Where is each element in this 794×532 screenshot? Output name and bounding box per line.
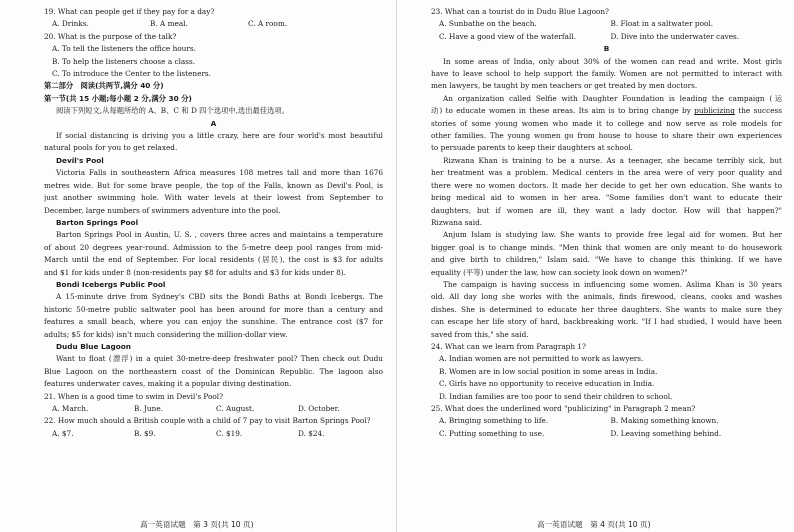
question-22-options [44,428,383,440]
question-25-options [431,415,782,427]
option: B. To help the listeners choose a class. [52,56,196,66]
option: A. To tell the listeners the office hours. [52,44,196,54]
option: B. June. [134,404,163,413]
question-25-stem: 25. What does the underlined word "publicizing" in Paragraph 2 mean? [431,404,696,413]
question-23-stem: 23. What can a tourist do in Dudu Blue Lagoon? [431,7,609,16]
part-2-title: 第二部分 阅读(共两节,满分 40 分) [44,81,164,91]
pool-2-text: Barton Springs Pool in Austin, U. S. , covers three acres and maintains a temperature of about 20 degrees year-round. Admission to the 5-metre deep pool ranges from mid- March until the end of September. For local residents (居民), the cost is $3 for adults and $1 for kids under 8 (non-residents pay $8 for adults and $3 for kids under 8). [44,230,383,277]
pool-3-title: Bondi Icebergs Public Pool [56,279,166,289]
option: C. Girls have no opportunity to receive education in India. [439,379,655,389]
option: B. $9. [134,428,156,438]
pool-3-text: A 15-minute drive from Sydney's CBD sits the Bondi Baths at Bondi Icebergs. The historic 50-metre public saltwater pool has been around for more than a century and features a small beach, where you can enjoy the sunshine. The entrance cost ($7 for adults; $5 for kids) isn't much considering the million-dollar view. [44,292,383,339]
right-page [397,0,794,532]
passage-a-intro: If social distancing is driving you a little crazy, here are four world's most beautiful natural pools for you to get relaxed. [44,131,383,153]
option: C. $19. [216,428,243,438]
option: A. Drinks. [52,19,89,29]
right-page-footer: 高一英语试题 第 4 页(共 10 页) [537,520,651,529]
question-25-options [431,428,782,440]
option: D. Indian families are too poor to send their children to school. [439,391,673,401]
option: A. Sunbathe on the beach. [439,19,537,29]
pool-1-text: Victoria Falls in southeastern Africa measures 108 metres tall and more than 1676 metres wide. But for some brave people, the top of the Falls, known as Devil's Pool, is just another swimming hole. With water levels at their lowest from September to December, large numbers of swimmers adventure into the pool. [44,168,383,215]
option: A. $7. [52,428,74,438]
question-23-options [431,31,782,43]
question-23-options [431,18,782,30]
option: C. A room. [248,19,288,29]
option: D. Leaving something behind. [610,428,722,438]
passage-b-paragraph-4: Anjum Islam is studying law. She wants to provide free legal aid for women. But her bigger goal is to change minds. "Men think that women are only meant to do housework and give birth to children," Islam said. "We have to change this thinking. If we have equality (平等) under the law, how can society look down on women?" [431,230,782,277]
passage-b-paragraph-5: The campaign is having success in influencing some women. Aslima Khan is 30 years old. All day long she works with the animals, finds firewood, cleans, cooks and washes dishes. She is determined to educate her three daughters. She wants to make sure they can escape her life story of hard, backbreaking work. "If I had studied, I would have been saved from this," she said. [431,279,782,339]
pool-4-text: Want to float (漂浮) in a quiet 30-metre-deep freshwater pool? Then check out Dudu Blue Lagoon on the northeastern coast of the Dominican Republic. The lagoon also features underwater caves, making it a popular diving destination. [44,354,383,389]
pool-2-title: Barton Springs Pool [56,217,139,227]
option: C. Have a good view of the waterfall. [439,31,576,41]
question-22-stem: 22. How much should a British couple with a child of 7 pay to visit Barton Springs Pool? [44,416,371,426]
passage-b-letter: B [603,44,610,54]
question-24-stem: 24. What can we learn from Paragraph 1? [431,341,586,351]
option: D. October. [298,404,340,413]
option: B. Float in a saltwater pool. [610,19,714,29]
underlined-word: publicizing [694,106,735,116]
question-19-stem: 19. What can people get if they pay for a day? [44,7,215,16]
left-page-footer: 高一英语试题 第 3 页(共 10 页) [140,520,254,529]
question-19-options [44,18,383,30]
section-1-title: 第一节(共 15 小题;每小题 2 分,满分 30 分) [44,93,192,103]
pool-4-title: Dudu Blue Lagoon [56,341,131,351]
pool-1-title: Devil's Pool [56,155,104,165]
option: A. Indian women are not permitted to work as lawyers. [439,354,644,364]
option: C. To introduce the Center to the listeners. [52,69,211,79]
option: D. Dive into the underwater caves. [610,31,740,41]
option: B. Women are in low social position in some areas in India. [439,366,658,376]
option: C. August. [216,404,255,413]
option: C. Putting something to use. [439,428,545,438]
option: B. Making something known. [610,416,719,426]
question-20-stem: 20. What is the purpose of the talk? [44,31,177,41]
option: A. March. [52,404,89,413]
question-21-stem: 21. When is a good time to swim in Devil's Pool? [44,391,224,401]
option: D. $24. [298,428,325,438]
passage-b-paragraph-1: In some areas of India, only about 30% of the women can read and write. Most girls have to leave school to help support the family. Women are not permitted to interact with men lawyers, be taught by men teachers or get treated by men doctors. [431,56,782,91]
passage-b-paragraph-2: An organization called Selfie with Daughter Foundation is leading the campaign (运 动) to educate women in these areas. Its aim is to bring change by publicizing the success stories of some young women who made it to college and now serve as role models for other families. The young women go from house to house to share their own experiences to persuade parents to keep their daughters at school. [431,93,782,153]
option: B. A meal. [150,19,188,29]
instructions: 阅读下列短文,从每题所给的 A、B、C 和 D 四个选项中,选出最佳选项。 [56,106,289,116]
passage-b-paragraph-3: Rizwana Khan is training to be a nurse. As a teenager, she became terribly sick, but her treatment was a problem. Medical centers in the area were of very poor quality and there were no women doctors. It made her decide to get her own education. She wants to bring medical aid to women in her area. "Some families don't want to educate their daughters, but if women are ill, they want a lady doctor. How will that happen?" Rizwana said. [431,155,782,227]
passage-a-letter: A [210,118,217,128]
question-21-options [44,403,383,415]
option: A. Bringing something to life. [439,416,549,426]
